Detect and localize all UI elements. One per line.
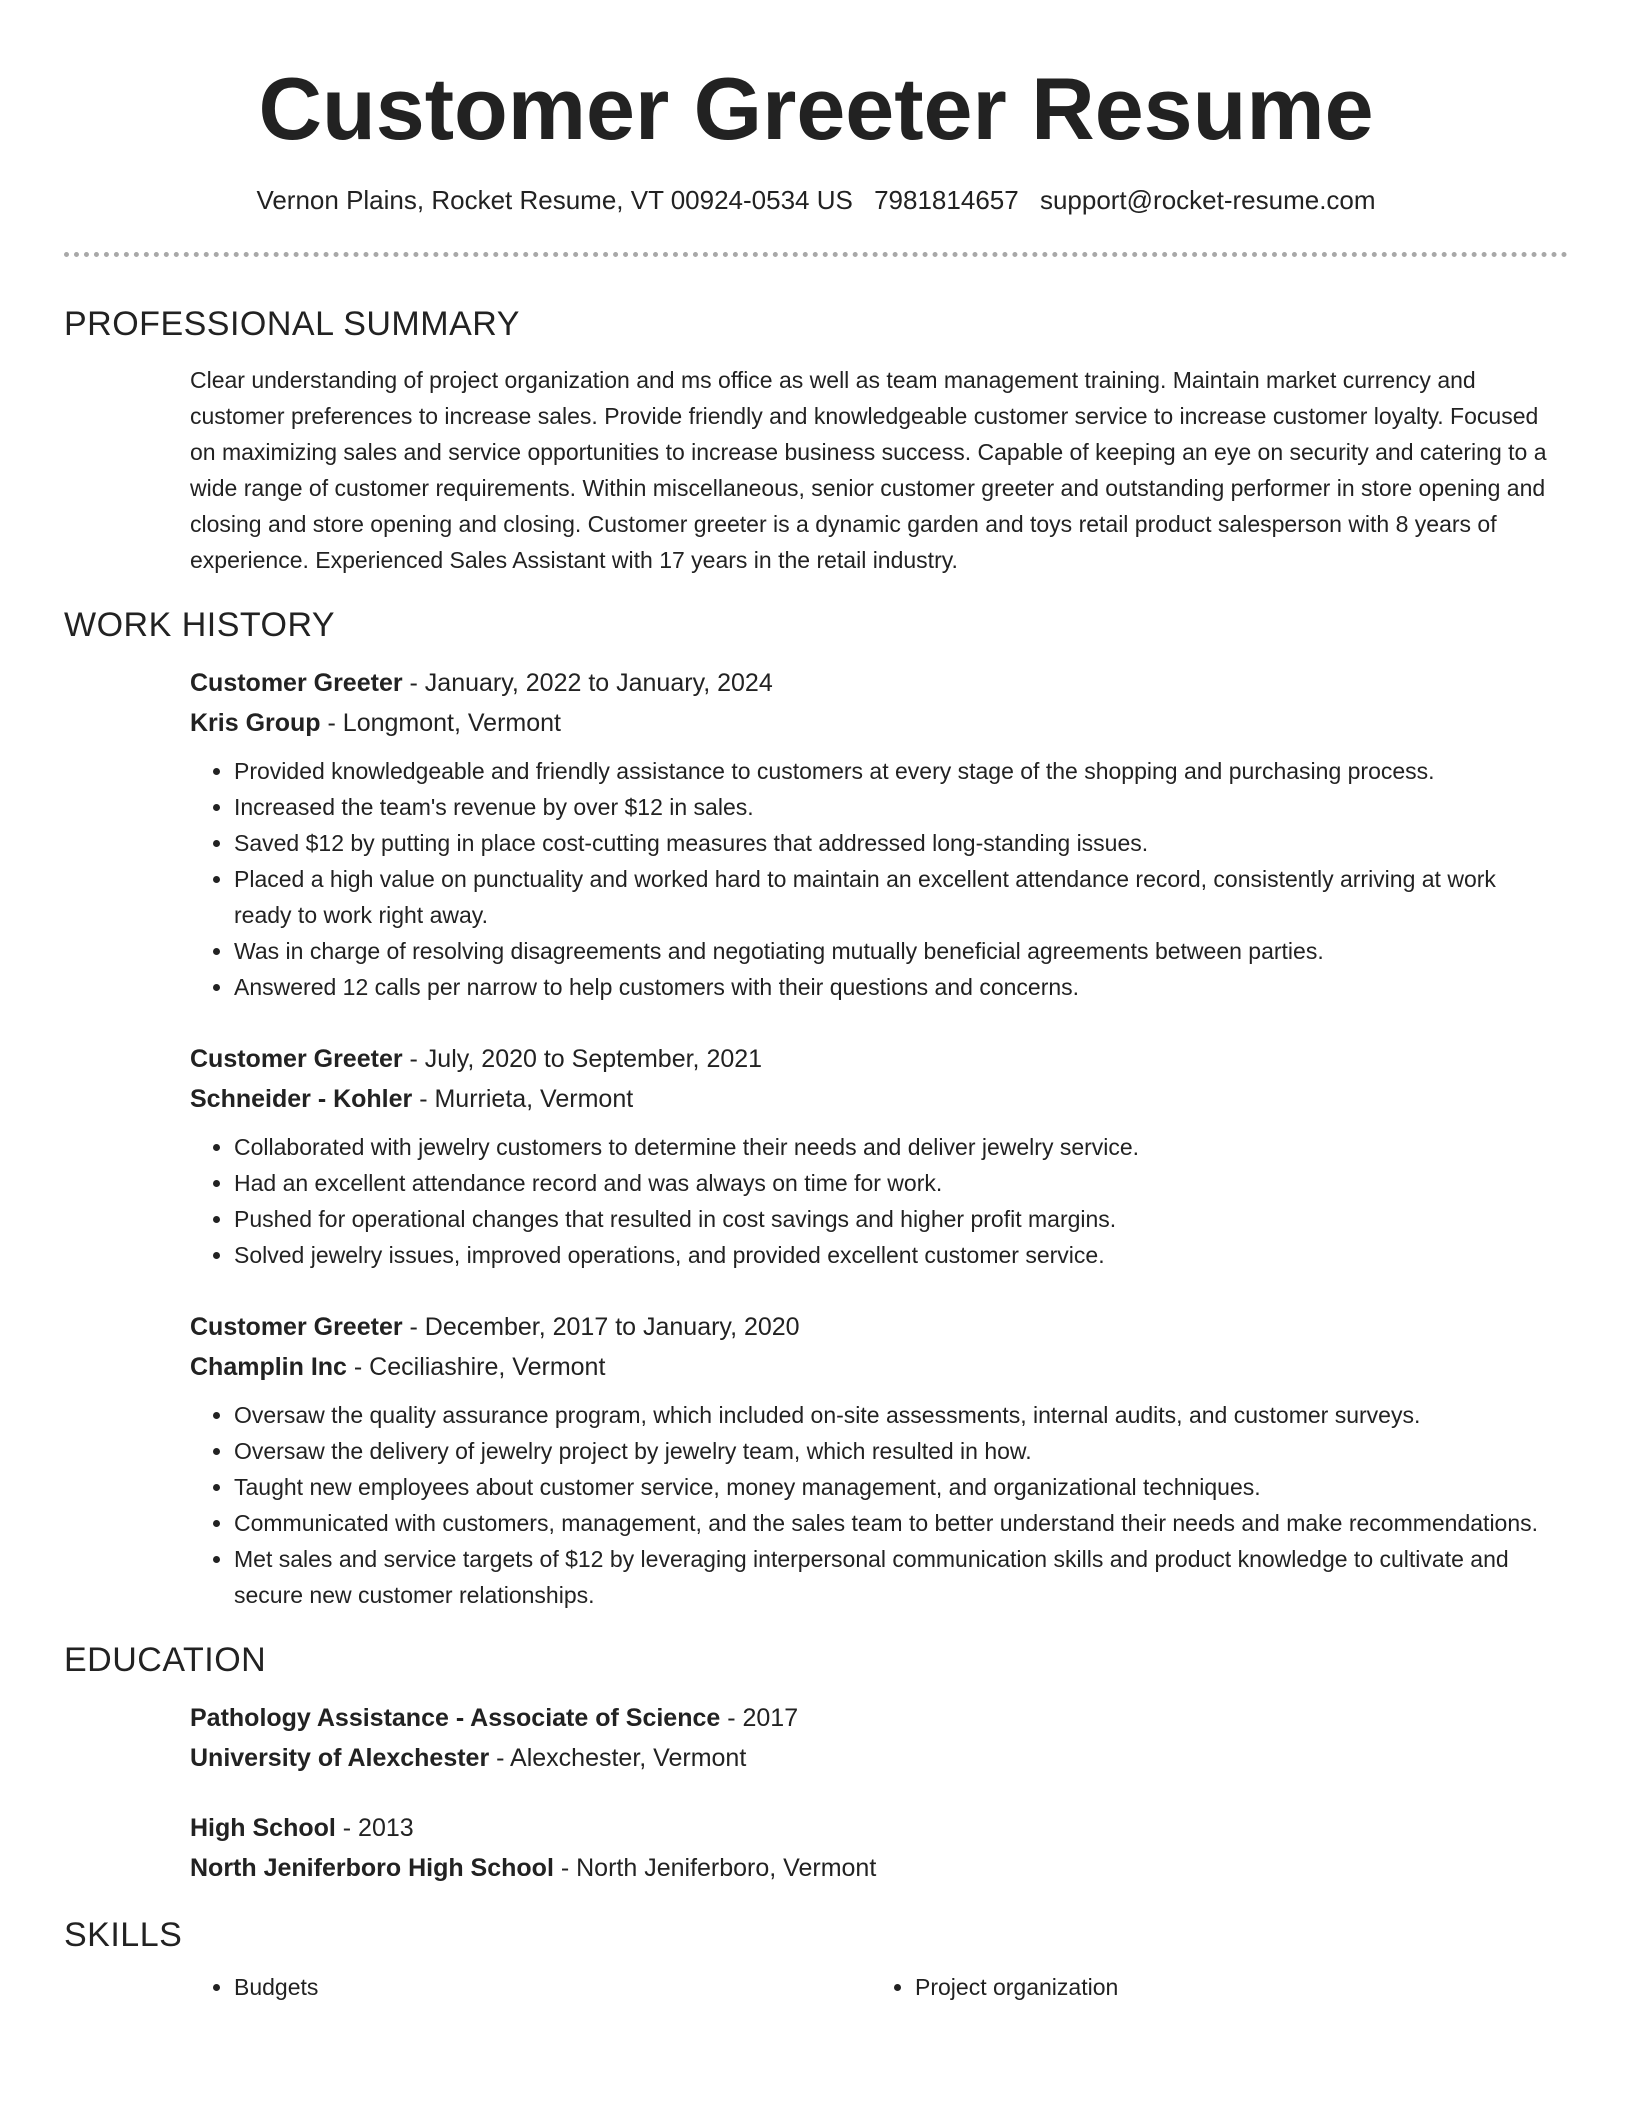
list-item: • Project organization (915, 1969, 1552, 2005)
header-divider (64, 252, 1568, 257)
education-entry (190, 1808, 1552, 1888)
school-location: - North Jeniferboro, Vermont (553, 1854, 877, 1883)
contact-phone: 7981814657 (874, 185, 1019, 216)
job-company: Kris Group (190, 709, 321, 738)
list-item: • Saved $12 by putting in place cost-cutting measures that addressed long-standing issues. (234, 825, 1552, 861)
list-item: • Oversaw the quality assurance program, which included on-site assessments, internal audits, and customer surveys. (234, 1397, 1552, 1433)
summary-text: Clear understanding of project organization and ms office as well as team management training. Maintain market currency and customer preferences to increase sales. Provide friendly and knowledgeable customer service to increase customer loyalty. Focused on maximizing sales and service opportunities to increase business success. Capable of keeping an eye on security and catering to a wide range of customer requirements. Within miscellaneous, senior customer greeter and outstanding performer in store opening and closing and store opening and closing. Customer greeter is a dynamic garden and toys retail product salesperson with 8 years of experience. Experienced Sales Assistant with 17 years in the retail industry. (190, 367, 1547, 574)
education-entry (190, 1698, 1552, 1778)
job-title-line (190, 663, 1552, 703)
list-item: • Communicated with customers, management, and the sales team to better understand their needs and make recommendations. (234, 1505, 1552, 1541)
degree-year: - 2017 (720, 1704, 799, 1733)
list-item: • Pushed for operational changes that resulted in cost savings and higher profit margins. (234, 1201, 1552, 1237)
job-location: - Longmont, Vermont (320, 709, 561, 738)
degree-name: Pathology Assistance - Associate of Science (190, 1704, 721, 1733)
contact-line (0, 185, 1632, 216)
school-location: - Alexchester, Vermont (489, 1744, 747, 1773)
job-title-line (190, 1307, 1552, 1347)
job-title: Customer Greeter (190, 669, 403, 698)
education-heading: EDUCATION (64, 1641, 267, 1680)
job-location: - Murrieta, Vermont (412, 1085, 634, 1114)
list-item: • Collaborated with jewelry customers to determine their needs and deliver jewelry service. (234, 1129, 1552, 1165)
work-history-section (0, 606, 1632, 1613)
education-section (0, 1641, 1632, 1888)
degree-year: - 2013 (335, 1814, 414, 1843)
list-item: • Solved jewelry issues, improved operations, and provided excellent customer service. (234, 1237, 1552, 1273)
school-line (190, 1848, 1552, 1888)
list-item: • Provided knowledgeable and friendly assistance to customers at every stage of the shopping and purchasing process. (234, 753, 1552, 789)
job-entry (190, 1307, 1552, 1613)
job-company-line (190, 703, 1552, 743)
skills-section (0, 1916, 1632, 2005)
school-name: North Jeniferboro High School (190, 1854, 554, 1883)
job-bullets (190, 1129, 1552, 1273)
job-location: - Ceciliashire, Vermont (346, 1353, 606, 1382)
list-item: • Met sales and service targets of $12 by leveraging interpersonal communication skills and product knowledge to cultivate and secure new customer relationships. (234, 1541, 1552, 1613)
list-item: • Increased the team's revenue by over $12 in sales. (234, 789, 1552, 825)
school-line (190, 1738, 1552, 1778)
degree-line (190, 1808, 1552, 1848)
list-item: • Had an excellent attendance record and was always on time for work. (234, 1165, 1552, 1201)
list-item: • Budgets (234, 1969, 871, 2005)
list-item: • Answered 12 calls per narrow to help customers with their questions and concerns. (234, 969, 1552, 1005)
job-company-line (190, 1347, 1552, 1387)
skills-left-list (190, 1969, 871, 2005)
skills-right-list (871, 1969, 1552, 2005)
job-dates: - December, 2017 to January, 2020 (402, 1313, 800, 1342)
job-company: Schneider - Kohler (190, 1085, 413, 1114)
job-dates: - July, 2020 to September, 2021 (402, 1045, 763, 1074)
contact-email: support@rocket-resume.com (1039, 185, 1376, 216)
school-name: University of Alexchester (190, 1744, 490, 1773)
work-history-heading: WORK HISTORY (64, 606, 336, 645)
job-bullets (190, 1397, 1552, 1613)
list-item: • Was in charge of resolving disagreements and negotiating mutually beneficial agreements between parties. (234, 933, 1552, 969)
job-entry (190, 663, 1552, 1005)
job-title: Customer Greeter (190, 1045, 403, 1074)
job-company-line (190, 1079, 1552, 1119)
job-title-line (190, 1039, 1552, 1079)
degree-line (190, 1698, 1552, 1738)
job-title: Customer Greeter (190, 1313, 403, 1342)
list-item: • Taught new employees about customer service, money management, and organizational techniques. (234, 1469, 1552, 1505)
summary-heading: PROFESSIONAL SUMMARY (64, 305, 520, 344)
skills-heading: SKILLS (64, 1916, 183, 1955)
job-company: Champlin Inc (190, 1353, 347, 1382)
summary-section (0, 305, 1632, 578)
list-item: • Placed a high value on punctuality and worked hard to maintain an excellent attendance record, consistently arriving at work ready to work right away. (234, 861, 1552, 933)
job-dates: - January, 2022 to January, 2024 (402, 669, 773, 698)
skills-columns (190, 1969, 1552, 2005)
job-bullets (190, 753, 1552, 1005)
degree-name: High School (190, 1814, 336, 1843)
contact-address: Vernon Plains, Rocket Resume, VT 00924-0534 US (256, 185, 853, 216)
job-entry (190, 1039, 1552, 1273)
list-item: • Oversaw the delivery of jewelry project by jewelry team, which resulted in how. (234, 1433, 1552, 1469)
resume-title: Customer Greeter Resume (258, 59, 1374, 158)
